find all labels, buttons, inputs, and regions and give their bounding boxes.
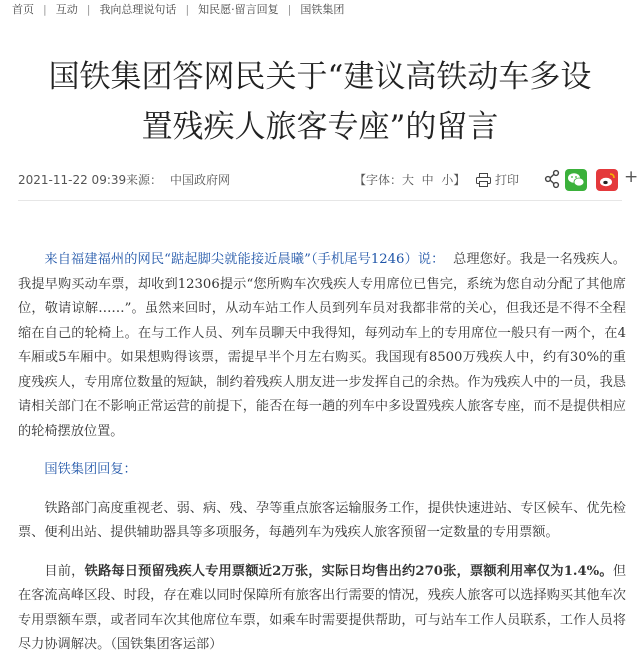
plus-icon[interactable]: + <box>624 167 639 187</box>
font-size-label: 【字体： <box>354 173 403 187</box>
reply-paragraph-1: 铁路部门高度重视老、弱、病、残、孕等重点旅客运输服务工作，提供快速进站、专区候车、优先检票、便利出站、提供辅助器具等多项服务，每趟列车为残疾人旅客预留一定数量的专用票额。 <box>18 500 626 540</box>
breadcrumb-replies[interactable]: 知民愿·留言回复 <box>198 3 279 16</box>
article-meta <box>18 167 639 192</box>
font-size-end: 】 <box>453 173 466 187</box>
breadcrumb-separator: | <box>185 3 190 16</box>
title-line-1: 国铁集团答网民关于“建议高铁动车多设 <box>48 59 592 95</box>
title-line-2: 置残疾人旅客专座”的留言 <box>141 109 499 145</box>
article-body <box>18 248 626 672</box>
breadcrumb-home[interactable]: 首页 <box>12 3 34 16</box>
share-icon[interactable] <box>544 169 560 189</box>
reply-paragraph-2 <box>18 560 626 658</box>
font-size-small-button[interactable]: 小 <box>441 173 454 187</box>
message-lead: 来自福建福州的网民“踮起脚尖就能接近晨曦”（手机尾号1246）说： <box>44 252 445 267</box>
font-size-large-button[interactable]: 大 <box>402 173 415 187</box>
breadcrumb-railway-group[interactable]: 国铁集团 <box>300 3 345 16</box>
font-size-medium-button[interactable]: 中 <box>421 173 434 187</box>
font-size-controls <box>354 168 465 192</box>
reply-heading: 国铁集团回复： <box>44 462 137 477</box>
publish-date: 2021-11-22 09:39 <box>18 173 127 187</box>
reply-p2-rest: 但在客流高峰区段、时段，存在难以同时保障所有旅客出行需要的情况，残疾人旅客可以选择购买其他车次专用票额车票，或者同车次其他席位车票，如乘车时需要提供帮助，可与站车工作人员联系，工作人员将尽力协调解决。（国铁集团客运部） <box>18 563 626 652</box>
reply-p2-highlight: 铁路每日预留残疾人专用票额近2万张，实际日均售出约270张，票额利用率仅为1.4%。 <box>84 563 613 579</box>
breadcrumb-separator: | <box>43 3 47 16</box>
print-button[interactable] <box>476 168 519 192</box>
breadcrumb <box>0 0 640 20</box>
source-value: 中国政府网 <box>170 173 231 187</box>
wechat-icon[interactable] <box>565 169 587 191</box>
message-body: 总理您好。我是一名残疾人。我提早购买动车票，却收到12306提示“您所购车次残疾人专用席位已售完，系统为您自动分配了其他席位，敬请谅解……”。虽然来回时，从动车站工作人员到列车员对我都非常的关心，但我还是不得不全程缩在自己的轮椅上。在与工作人员、列车员聊天中我得知，每列动车上的专用席位一般只有一两个，在4车厢或5车厢中。如果想购得该票，需提早半个月左右购买。我国现有8500万残疾人中，约有30%的重度残疾人，专用席位数量的短缺，制约着残疾人朋友进一步发挥自己的余热。作为残疾人中的一员，我恳请相关部门在不影响正常运营的前提下，能否在每一趟的列车中多设置残疾人旅客专座，而不是提供相应的轮椅摆放位置。 <box>18 252 626 439</box>
print-label: 打印 <box>495 173 520 187</box>
meta-divider <box>18 200 622 201</box>
weibo-icon[interactable] <box>596 169 618 191</box>
breadcrumb-separator: | <box>86 3 91 16</box>
breadcrumb-interaction[interactable]: 互动 <box>55 3 78 16</box>
page-title <box>0 52 640 152</box>
breadcrumb-separator: | <box>287 3 292 16</box>
print-icon <box>476 173 491 187</box>
message-paragraph <box>18 248 626 444</box>
reply-p2-start: 目前， <box>44 563 85 579</box>
breadcrumb-message-premier[interactable]: 我向总理说句话 <box>99 3 177 16</box>
source-label: 来源： <box>126 173 163 187</box>
